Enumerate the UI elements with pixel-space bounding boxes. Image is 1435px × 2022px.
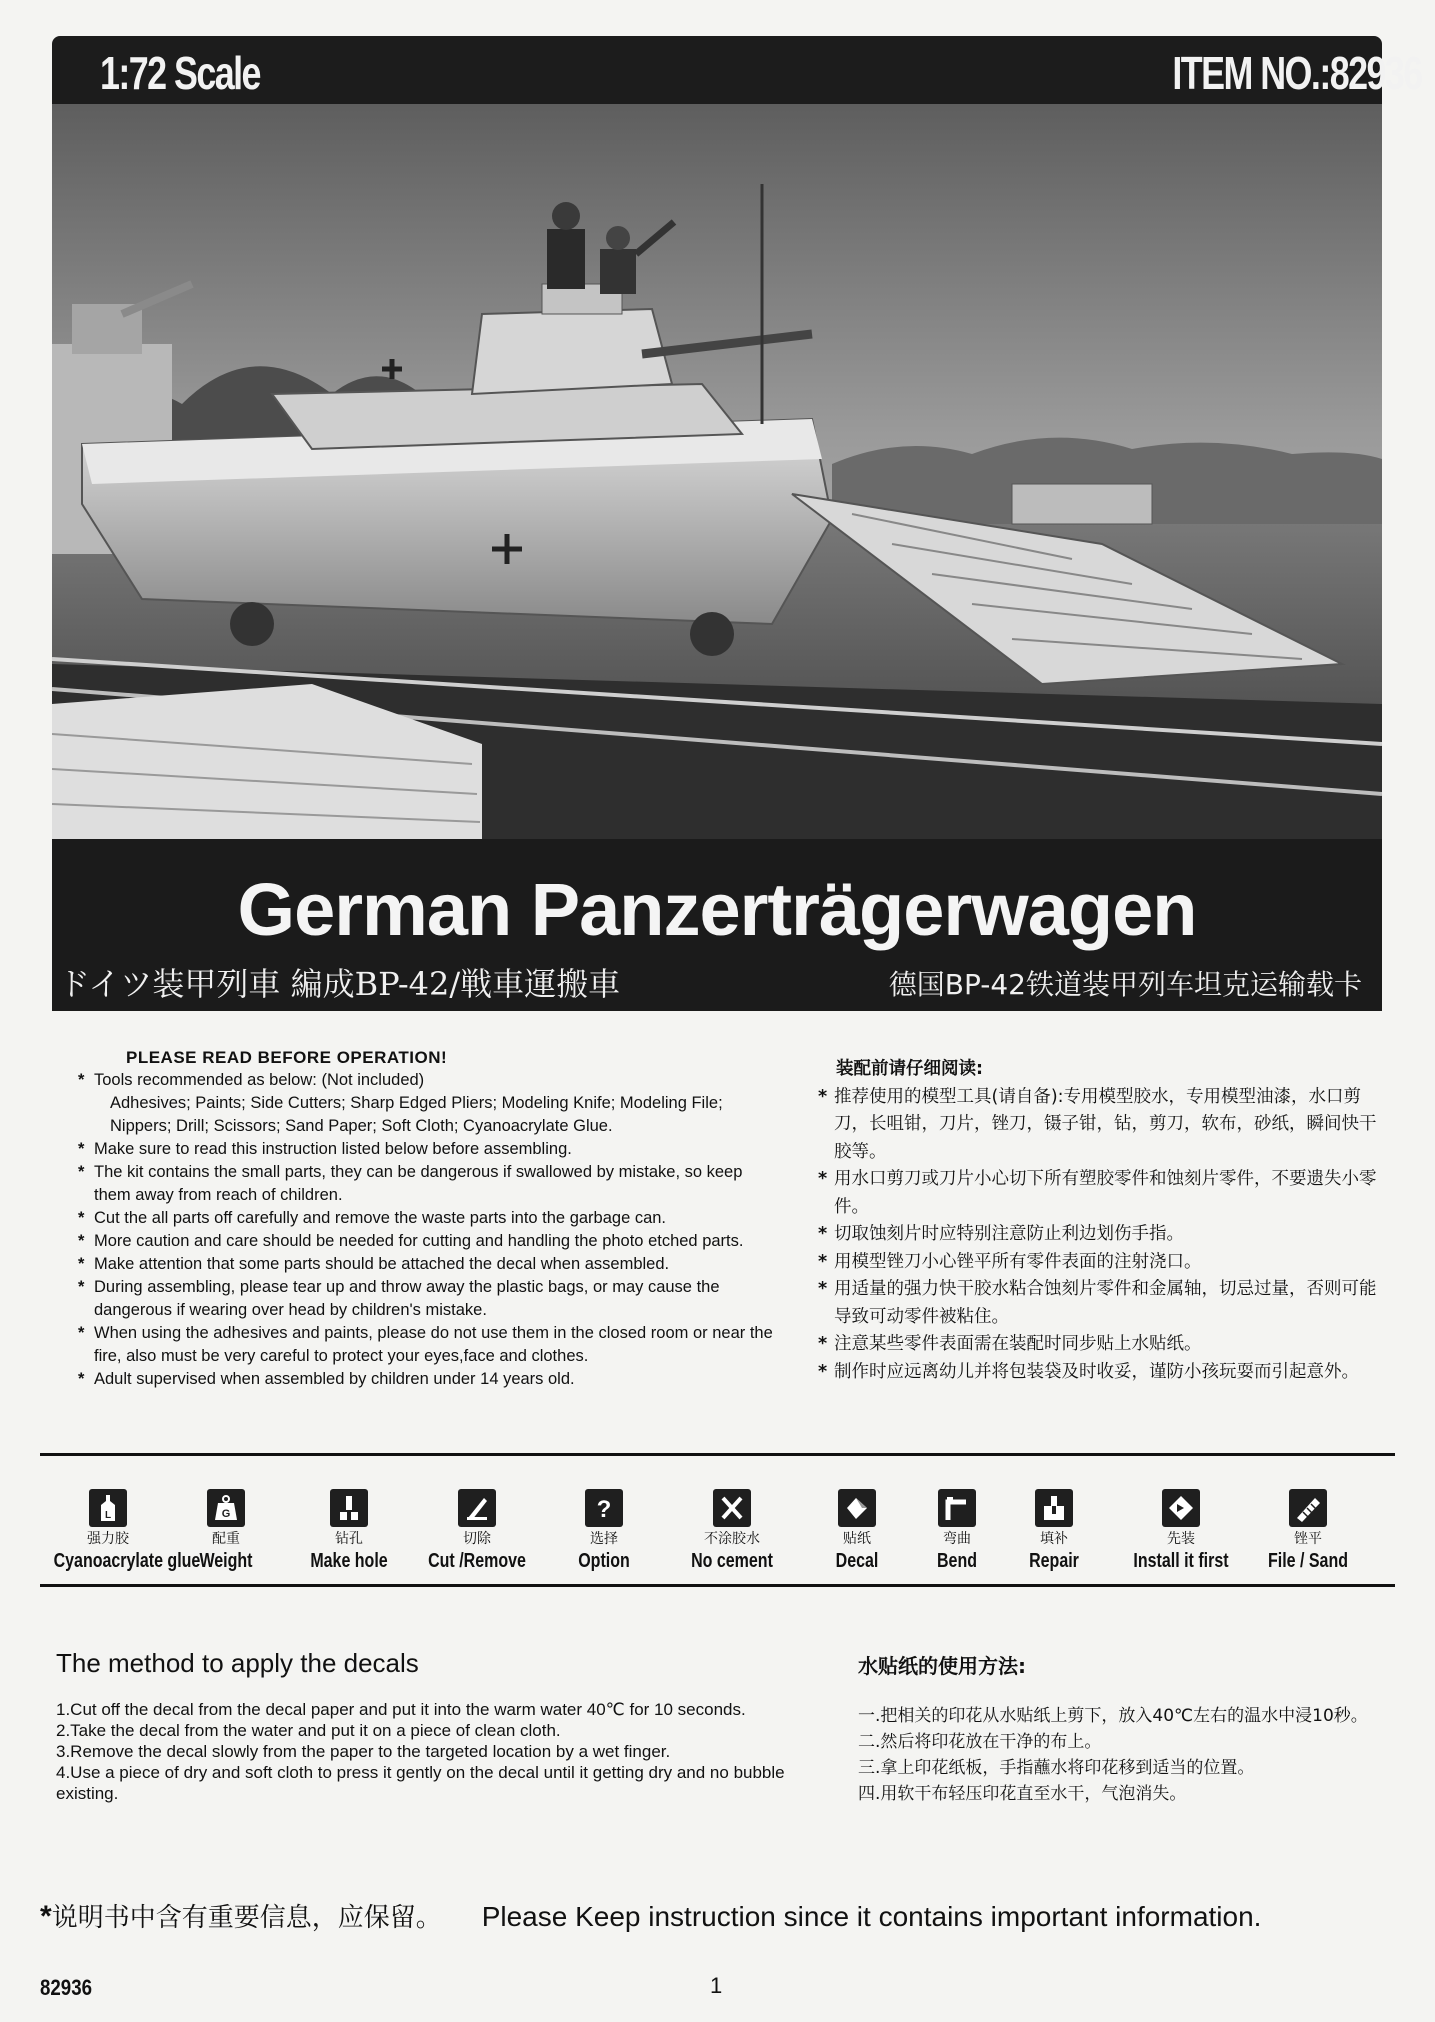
legend-item-decal: 贴纸 Decal xyxy=(789,1489,925,1573)
decal-method-title-cn: 水贴纸的使用方法: xyxy=(858,1654,1026,1678)
title-band xyxy=(52,839,1382,1011)
legend-item-repair: 填补 Repair xyxy=(986,1489,1122,1573)
instruction-item-cn: * 注意某些零件表面需在装配时同步贴上水贴纸。 xyxy=(818,1331,1378,1359)
legend-item-glue: L 强力胶 Cyanoacrylate glue xyxy=(40,1489,176,1573)
decal-step: 2.Take the decal from the water and put it on a piece of clean cloth. xyxy=(56,1721,561,1740)
item-number: ITEM NO.:82936 xyxy=(1172,47,1422,99)
legend-item-file: 锉平 File / Sand xyxy=(1240,1489,1376,1573)
instructions-english xyxy=(78,1046,778,1391)
decal-step-cn: 一.把相关的印花从水贴纸上剪下，放入40℃左右的温水中浸10秒。 xyxy=(858,1706,1368,1726)
instruction-item-cn: * 制作时应远离幼儿并将包装袋及时收妥，谨防小孩玩耍而引起意外。 xyxy=(818,1359,1378,1387)
knife-icon xyxy=(458,1489,496,1527)
decal-step: 3.Remove the decal slowly from the paper to the targeted location by a wet finger. xyxy=(56,1742,671,1761)
legend-item-weight: G 配重 Weight xyxy=(158,1489,294,1573)
footer-notice-en: Please Keep instruction since it contains important information. xyxy=(481,1901,1262,1932)
japanese-subtitle: ドイツ装甲列車 編成BP-42/戦車運搬車 xyxy=(58,965,621,1003)
instruction-item: * Cut the all parts off carefully and remove the waste parts into the garbage can. xyxy=(78,1207,778,1230)
decal-step: 4.Use a piece of dry and soft cloth to press it gently on the decal until it getting dry and no bubble existing. xyxy=(56,1763,785,1803)
instruction-item: * More caution and care should be needed for cutting and handling the photo etched parts. xyxy=(78,1230,778,1253)
instruction-item-cn: * 用模型锉刀小心锉平所有零件表面的注射浇口。 xyxy=(818,1249,1378,1277)
svg-text:G: G xyxy=(221,1508,231,1520)
svg-text:L: L xyxy=(104,1510,112,1521)
instructions-heading: PLEASE READ BEFORE OPERATION! xyxy=(126,1048,448,1067)
item-code: 82936 xyxy=(40,1975,93,2000)
repair-icon xyxy=(1035,1489,1073,1527)
cross-icon xyxy=(713,1489,751,1527)
product-title: German Panzerträgerwagen xyxy=(237,868,1197,951)
legend-item-option: ? 选择 Option xyxy=(536,1489,672,1573)
legend-item-no-cement: 不涂胶水 No cement xyxy=(664,1489,800,1573)
legend-item-drill: 钻孔 Make hole xyxy=(281,1489,417,1573)
decal-step: 1.Cut off the decal from the decal paper and put it into the warm water 40℃ for 10 seconds. xyxy=(56,1700,746,1719)
weight-icon xyxy=(207,1489,245,1527)
instruction-item: * When using the adhesives and paints, please do not use them in the closed room or near the fire, also must be very careful to protect your eyes,face and clothes. xyxy=(78,1322,778,1368)
decal-step-cn: 三.拿上印花纸板，手指蘸水将印花移到适当的位置。 xyxy=(858,1758,1255,1778)
instruction-item-cn: * 用水口剪刀或刀片小心切下所有塑胶零件和蚀刻片零件，不要遗失小零件。 xyxy=(818,1166,1378,1221)
instructions-chinese xyxy=(818,1056,1378,1386)
instruction-item-cn: * 用适量的强力快干胶水粘合蚀刻片零件和金属轴，切忌过量，否则可能导致可动零件被粘住。 xyxy=(818,1276,1378,1331)
asterisk: * xyxy=(40,1900,52,1933)
decal-step-cn: 二.然后将印花放在干净的布上。 xyxy=(858,1732,1102,1752)
glue-bottle-icon xyxy=(89,1489,127,1527)
legend-item-install-first: 先装 Install it first xyxy=(1113,1489,1249,1573)
decal-method-chinese xyxy=(858,1650,1378,1807)
bend-icon xyxy=(938,1489,976,1527)
instruction-item: * Tools recommended as below: (Not included) Adhesives; Paints; Side Cutters; Sharp Edged Pliers; Modeling Knife; Modeling File; Nippers; Drill; Scissors; Sand Paper; Soft Cloth; Cyanoacrylate Glue. xyxy=(78,1069,778,1138)
instruction-item: * Make attention that some parts should be attached the decal when assembled. xyxy=(78,1253,778,1276)
legend-item-cut: 切除 Cut /Remove xyxy=(409,1489,545,1573)
file-icon xyxy=(1289,1489,1327,1527)
box-art-illustration xyxy=(52,104,1382,839)
scale-label: 1:72 Scale xyxy=(100,47,260,99)
instruction-item-cn: * 切取蚀刻片时应特别注意防止利边划伤手指。 xyxy=(818,1221,1378,1249)
instruction-item-cn: * 推荐使用的模型工具(请自备):专用模型胶水，专用模型油漆，水口剪刀，长咀钳，刀片，锉刀，镊子钳，钻，剪刀，软布，砂纸，瞬间快干胶等。 xyxy=(818,1084,1378,1167)
instruction-item: * Adult supervised when assembled by children under 14 years old. xyxy=(78,1368,778,1391)
decal-method-english xyxy=(56,1648,816,1804)
footer-notice-cn: 说明书中含有重要信息，应保留。 xyxy=(51,1903,442,1933)
armored-train-tank-carrier-illustration xyxy=(52,104,1382,839)
instruction-item: * During assembling, please tear up and throw away the plastic bags, or may cause the dangerous if wearing over head by children's mistake. xyxy=(78,1276,778,1322)
install-icon xyxy=(1162,1489,1200,1527)
footer-notice xyxy=(40,1897,1410,1934)
chinese-subtitle: 德国BP-42铁道装甲列车坦克运输载卡 xyxy=(888,968,1362,1001)
decal-method-title: The method to apply the decals xyxy=(56,1648,419,1678)
svg-text:?: ? xyxy=(596,1496,612,1522)
decal-step-cn: 四.用软干布轻压印花直至水干，气泡消失。 xyxy=(858,1784,1187,1804)
instructions-heading-cn: 装配前请仔细阅读: xyxy=(836,1059,983,1079)
drill-icon xyxy=(330,1489,368,1527)
decal-icon xyxy=(838,1489,876,1527)
symbol-legend xyxy=(40,1453,1395,1587)
instruction-item: * The kit contains the small parts, they can be dangerous if swallowed by mistake, so keep them away from reach of children. xyxy=(78,1161,778,1207)
instruction-item: * Make sure to read this instruction listed below before assembling. xyxy=(78,1138,778,1161)
question-icon xyxy=(585,1489,623,1527)
legend-item-bend: 弯曲 Bend xyxy=(889,1489,1025,1573)
page-number: 1 xyxy=(710,1973,723,1998)
